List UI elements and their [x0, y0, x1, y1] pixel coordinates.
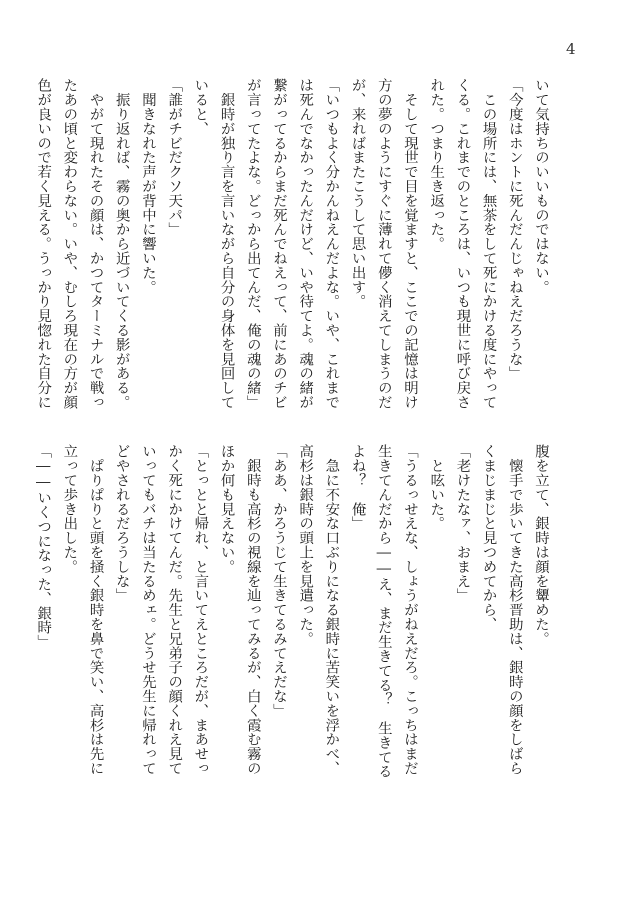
text-line: 「――いくつになった、銀時」	[35, 444, 52, 649]
top-text-block	[30, 78, 554, 438]
text-line: かく死にかけてんだ。先生と兄弟子の顔くれえ見て	[166, 444, 183, 776]
text-line: ほか何も見えない。	[218, 444, 235, 574]
text-line: ぱりぱりと頭を掻く銀時を鼻で笑い、高杉は先に	[87, 444, 104, 776]
text-line: 色が良いので若く見える。うっかり見惚れた自分に	[35, 78, 52, 410]
text-line: いると、	[192, 78, 209, 136]
text-line: 銀時が独り言を言いながら自分の身体を見回して	[218, 78, 235, 410]
text-line: 方の夢のようにすぐに薄れて儚く消えてしまうのだ	[375, 78, 392, 410]
text-line: が、来ればまたこうして思い出す。	[349, 78, 366, 309]
text-line: 「老けたなァ、おまえ」	[454, 444, 471, 603]
text-line: 生きてんだから――え、まだ生きてる？ 生きてる	[375, 444, 392, 779]
text-line: 聞きなれた声が背中に響いた。	[139, 78, 156, 294]
text-line: 急に不安な口ぶりになる銀時に苦笑いを浮かべ、	[323, 444, 340, 776]
text-line: 「とっとと帰れ、と言いてえところだが、まあせっ	[192, 444, 209, 776]
text-line: 腹を立て、銀時は顔を顰めた。	[533, 444, 549, 646]
text-line: 高杉は銀時の頭上を見遣った。	[297, 444, 314, 646]
text-line: この場所には、無茶をして死にかける度にやって	[480, 78, 497, 410]
text-line: いってもバチは当たるめェ。どうせ先生に帰れって	[139, 444, 156, 776]
text-line: が言ってたよな。どっから出てんだ、俺の魂の緒」	[244, 78, 261, 410]
text-line: やがて現れたその顔は、かつてターミナルで戦っ	[87, 78, 104, 410]
text-line: 銀時も高杉の視線を辿ってみるが、白く霞む霧の	[244, 444, 261, 776]
text-line: よね？ 俺」	[349, 444, 366, 531]
text-line: 「いつもよく分かんねえんだよな。いや、これまで	[323, 78, 340, 410]
text-line: 繋がってるからまだ死んでねえって、前にあのチビ	[270, 78, 287, 410]
page-number: 4	[566, 40, 576, 58]
text-line: どやされるだろうしな」	[113, 444, 130, 603]
text-line: そして現世で目を覚ますと、ここでの記憶は明け	[401, 78, 418, 410]
text-line: 振り返れば、霧の奥から近づいてくる影がある。	[113, 78, 130, 410]
text-line: 「ああ、かろうじて生きてるみてえだな」	[270, 444, 287, 718]
text-line: くまじまじと見つめてから、	[480, 444, 497, 632]
text-line: 立って歩き出した。	[61, 444, 78, 574]
text-line: と呟いた。	[428, 444, 445, 531]
text-line: は死んでなかったんだけど、いや待てよ。魂の緒が	[297, 78, 314, 410]
text-line: いて気持ちのいいものではない。	[533, 78, 549, 294]
bottom-text-block	[30, 444, 554, 804]
text-line: 懐手で歩いてきた高杉晋助は、銀時の顔をしばら	[506, 444, 523, 776]
text-line: たあの頃と変わらない。いや、むしろ現在の方が顔	[61, 78, 78, 410]
text-line: 「今度はホントに死んだんじゃねえだろうな」	[506, 78, 523, 381]
text-line: くる。これまでのところは、いつも現世に呼び戻さ	[454, 78, 471, 410]
text-line: 「誰がチビだクソ天パ」	[166, 78, 183, 237]
text-line: れた。つまり生き返った。	[428, 78, 445, 251]
text-line: 「うるっせえな、しょうがねえだろ。こっちはまだ	[401, 444, 418, 776]
